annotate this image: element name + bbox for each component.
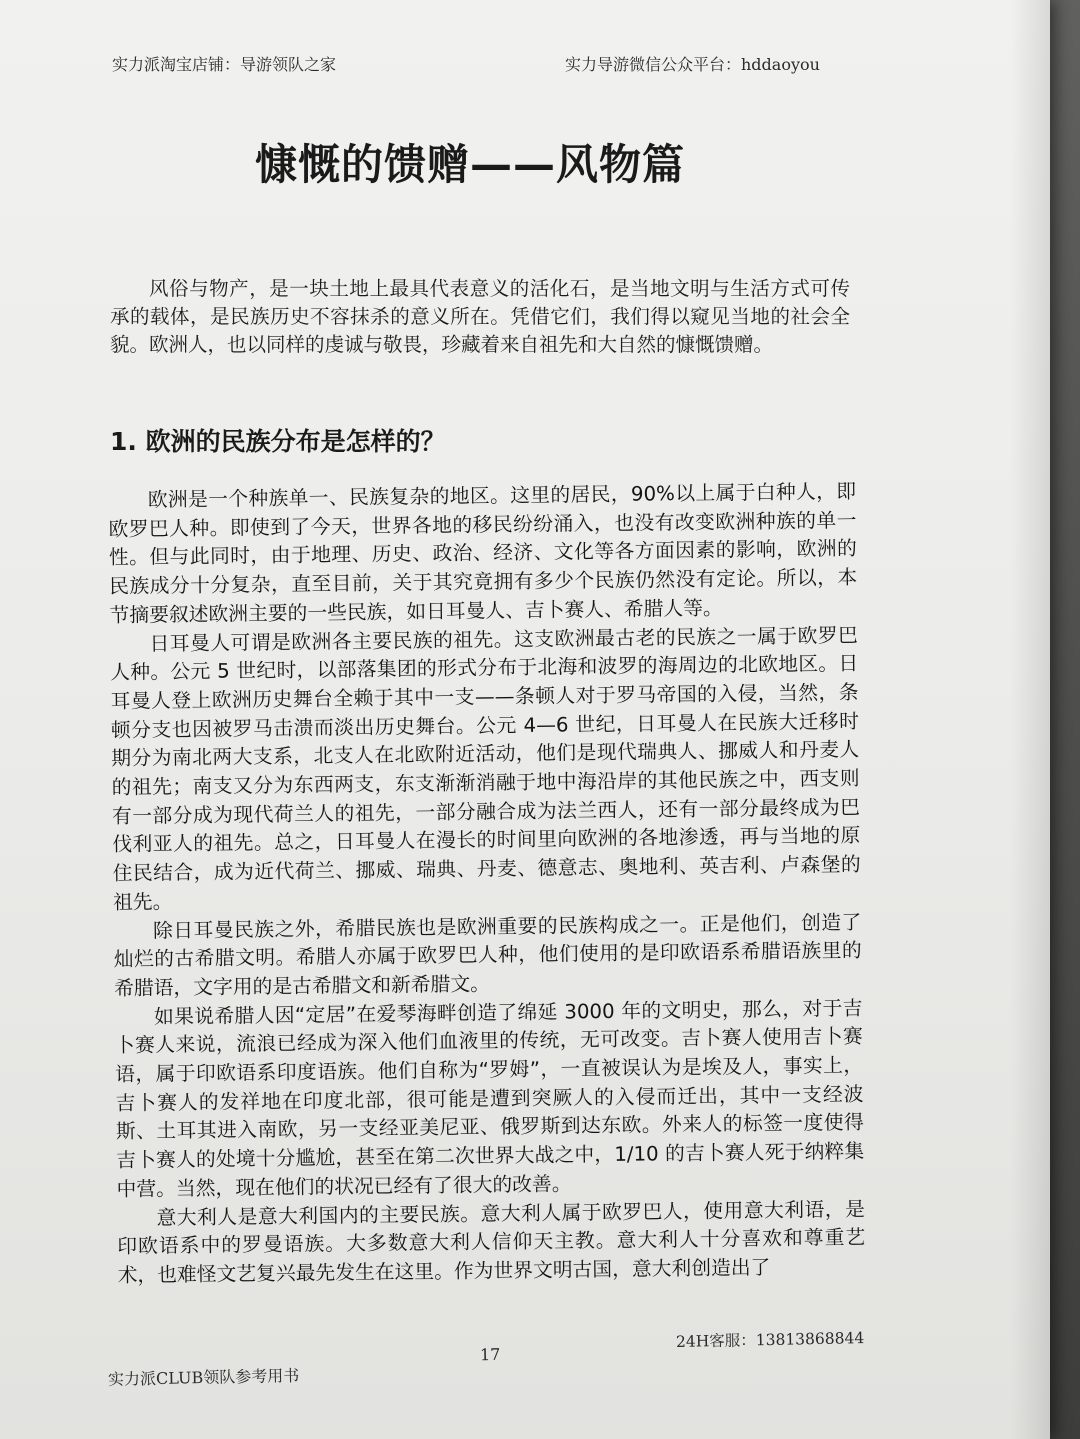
section-heading: 1. 欧洲的民族分布是怎样的？: [110, 427, 446, 456]
header-left-text: 实力派淘宝店铺：导游领队之家: [112, 55, 337, 74]
intro-paragraph: 风俗与物产，是一块土地上最具代表意义的活化石，是当地文明与生活方式可传承的载体，是民族历史不容抹杀的意义所在。凭借它们，我们得以窥见当地的社会全貌。欧洲人，也以同样的虔诚与敬畏，珍藏着来自祖先和大自然的慷慨馈赠。: [110, 277, 850, 356]
page-number: 17: [479, 1344, 501, 1365]
body-paragraph: 日耳曼人可谓是欧洲各主要民族的祖先。这支欧洲最古老的民族之一属于欧罗巴人种。公元 5 世纪时，以部落集团的形式分布于北海和波罗的海周边的北欧地区。日耳曼人登上欧洲历史舞台全赖于其中一支——条顿人对于罗马帝国的入侵，当然，条顿分支也因被罗马击溃而淡出历史舞台。公元 4—6 世纪，日耳曼人在民族大迁移时期分为南北两大支系，北支人在北欧附近活动，他们是现代瑞典人、挪威人和丹麦人的祖先；南支又分为东西两支，东支渐渐消融于地中海沿岸的其他民族之中，西支则有一部分成为现代荷兰人的祖先，一部分融合成为法兰西人，还有一部分最终成为巴伐利亚人的祖先。总之，日耳曼人在漫长的时间里向欧洲的各地渗透，再与当地的原住民结合，成为近代荷兰、挪威、瑞典、丹麦、德意志、奥地利、英吉利、卢森堡的祖先。: [110, 623, 861, 914]
footer-service-hotline: 24H客服：13813868844: [675, 1329, 865, 1351]
section-body: [108, 478, 866, 1291]
footer-book-label: 实力派CLUB领队参考用书: [107, 1365, 300, 1390]
page-title: 慷慨的馈赠——风物篇: [254, 140, 685, 189]
body-paragraph: 欧洲是一个种族单一、民族复杂的地区。这里的居民，90%以上属于白种人，即欧罗巴人种。即使到了今天，世界各地的移民纷纷涌入，也没有改变欧洲种族的单一性。但与此同时，由于地理、历史、政治、经济、文化等各方面因素的影响，欧洲的民族成分十分复杂，直至目前，关于其究竟拥有多少个民族仍然没有定论。所以，本节摘要叙述欧洲主要的一些民族，如日耳曼人、吉卜赛人、希腊人等。: [108, 479, 858, 627]
body-paragraph: 如果说希腊人因“定居”在爱琴海畔创造了绵延 3000 年的文明史，那么，对于吉卜赛人来说，流浪已经成为深入他们血液里的传统，无可改变。吉卜赛人使用吉卜赛语，属于印欧语系印度语族。他们自称为“罗姆”，一直被误认为是埃及人，事实上，吉卜赛人的发祥地在印度北部，很可能是遭到突厥人的入侵而迁出，其中一支经波斯、土耳其进入南欧，另一支经亚美尼亚、俄罗斯到达东欧。外来人的标签一度使得吉卜赛人的处境十分尴尬，甚至在第二次世界大战之中，1/10 的吉卜赛人死于纳粹集中营。当然，现在他们的状况已经有了很大的改善。: [114, 996, 865, 1201]
body-paragraph: 除日耳曼民族之外，希腊民族也是欧洲重要的民族构成之一。正是他们，创造了灿烂的古希腊文明。希腊人亦属于欧罗巴人种，他们使用的是印欧语系希腊语族里的希腊语，文字用的是古希腊文和新希腊文。: [113, 910, 862, 1000]
header-right-text: 实力导游微信公众平台：hddaoyou: [565, 55, 820, 74]
body-paragraph: 意大利人是意大利国内的主要民族。意大利人属于欧罗巴人，使用意大利语，是印欧语系中的罗曼语族。大多数意大利人信仰天主教。意大利人十分喜欢和尊重艺术，也难怪文艺复兴最先发生在这里。作为世界文明古国，意大利创造出了: [117, 1197, 866, 1287]
